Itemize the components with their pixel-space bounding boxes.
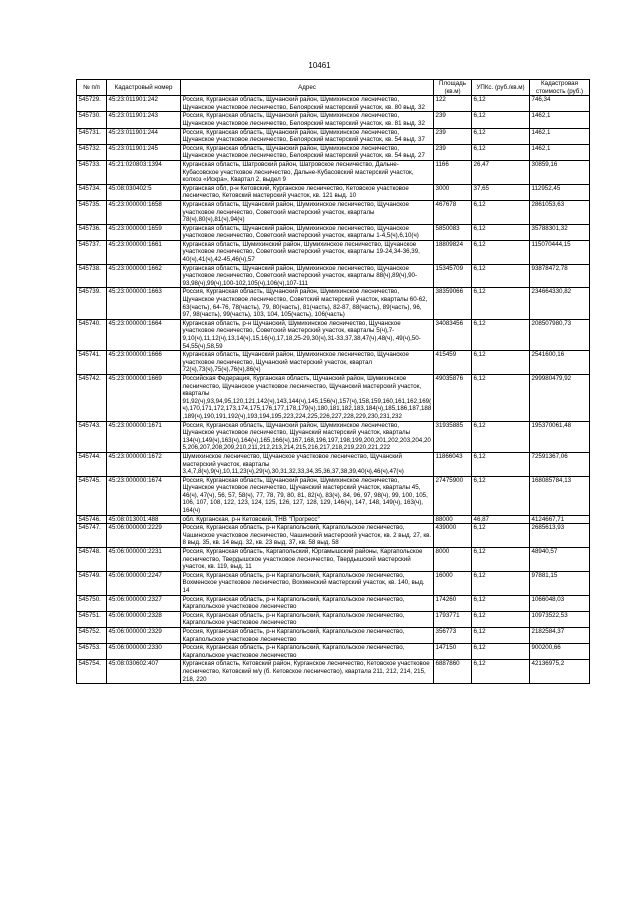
cell-cadastral-cost: 2182584,37 xyxy=(530,627,590,643)
cell-row-number: 545753. xyxy=(77,644,107,660)
table-row xyxy=(77,571,590,595)
cell-area: 11866043 xyxy=(434,452,472,476)
cell-area: 356773 xyxy=(434,627,472,643)
cell-address: Курганская область, Шумихинский район, Шумихинское лесничество, Щучанское участковое лесничество, Советский мастерский участок, кварталы 19-24,34-36,39, 40(ч),41(ч),42-45,46(ч),57 xyxy=(181,240,434,264)
cell-cadastral-number: 45:08:030402:5 xyxy=(107,184,181,200)
cell-address: Россия, Курганская область, р-н Каргапольский, Каргапольское лесничество, Каргапольское участковое лесничество xyxy=(181,611,434,627)
cell-row-number: 545748. xyxy=(77,548,107,572)
cell-cadastral-cost: 208507980,73 xyxy=(530,319,590,350)
cell-area: 34083456 xyxy=(434,319,472,350)
cell-row-number: 545736. xyxy=(77,224,107,240)
cell-row-number: 545739. xyxy=(77,288,107,319)
header-cadastral: Кадастровый номер xyxy=(107,80,181,96)
cell-cadastral-number: 45:23:011901:243 xyxy=(107,112,181,128)
cell-cadastral-number: 45:06:000000:2327 xyxy=(107,595,181,611)
table-row xyxy=(77,144,590,160)
cell-upks: 6,12 xyxy=(472,571,530,595)
cell-address: Россия, Курганская область, Каргапольский, Юргамышский районы, Каргапольское лесничество, Твердышское участковое лесничество, Твердышский мастерский участок, кв. 119, выд. 11 xyxy=(181,548,434,572)
table-body xyxy=(77,96,590,684)
cell-cadastral-cost: 2861053,63 xyxy=(530,200,590,224)
cell-upks: 6,12 xyxy=(472,144,530,160)
cell-address: Россия, Курганская область, Щучанский район, Шумихинское лесничество, Щучанское участковое лесничество, Щучанский мастерский участок, кварталы 134(ч),149(ч),163(ч),164(ч),165,166(ч),167,168,196,197,198,199,200,201,202,203,204,205,206,207,208,209,210,211,212,213,214,215,216,217,218,219,220,221,222 xyxy=(181,421,434,452)
cell-upks: 6,12 xyxy=(472,476,530,515)
cell-address: Россия, Курганская область, р-н Каргапольский, Каргапольское лесничество, Каргапольское участковое лесничество xyxy=(181,595,434,611)
table-row xyxy=(77,627,590,643)
table-row xyxy=(77,288,590,319)
cell-upks: 6,12 xyxy=(472,660,530,684)
cell-row-number: 545751. xyxy=(77,611,107,627)
cell-address: Россия, Курганская область, Щучанский район, Шумихинское лесничество, Щучанское участковое лесничество, Советский мастерский участок, кварталы 60-62, 63(часть), 64-76, 78(часть), 79, 80(часть), 81(часть), 82-87, 88(часть), 89(часть), 96, 97, 98(часть), 99(часть), 103, 104, 105(часть), 106(часть) xyxy=(181,288,434,319)
cell-area: 27475900 xyxy=(434,476,472,515)
cell-address: Россия, Курганская область, Щучанский район, Шумихинское лесничество, Щучанское участковое лесничество, Белоярский мастерский участок, кв. 80 выд. 32 xyxy=(181,96,434,112)
header-area: Площадь (кв.м) xyxy=(434,80,472,96)
cell-cadastral-cost: 2541600,16 xyxy=(530,351,590,375)
cell-cadastral-cost: 1462,1 xyxy=(530,112,590,128)
cell-cadastral-number: 45:23:000000:1661 xyxy=(107,240,181,264)
cell-upks: 6,12 xyxy=(472,644,530,660)
cell-area: 38359066 xyxy=(434,288,472,319)
page-number: 10461 xyxy=(308,61,331,70)
cell-row-number: 545735. xyxy=(77,200,107,224)
cell-row-number: 545738. xyxy=(77,264,107,288)
cell-upks: 6,12 xyxy=(472,548,530,572)
header-num: № п/п xyxy=(77,80,107,96)
table-header-row xyxy=(77,80,590,96)
cell-cadastral-number: 45:23:000000:1671 xyxy=(107,421,181,452)
cell-row-number: 545730. xyxy=(77,112,107,128)
table-row xyxy=(77,351,590,375)
cell-area: 88000 xyxy=(434,515,472,524)
cell-area: 18809824 xyxy=(434,240,472,264)
cell-upks: 26,47 xyxy=(472,160,530,184)
cell-cadastral-number: 45:06:000000:2328 xyxy=(107,611,181,627)
cell-address: Курганская область, Кетовский район, Курганское лесничество, Кетовское участковое лесничество, Кетовский м/у (б. Кетовское лесничество), квартала 211, 212, 214, 215, 218, 220 xyxy=(181,660,434,684)
cell-cadastral-cost: 168085784,13 xyxy=(530,476,590,515)
cell-cadastral-number: 45:23:011901:242 xyxy=(107,96,181,112)
header-upks: УПКс. (руб./кв.м) xyxy=(472,80,530,96)
cell-upks: 6,12 xyxy=(472,96,530,112)
cell-upks: 6,12 xyxy=(472,374,530,421)
cell-cadastral-cost: 1462,1 xyxy=(530,144,590,160)
cell-row-number: 545750. xyxy=(77,595,107,611)
cell-upks: 6,12 xyxy=(472,224,530,240)
cell-area: 15345709 xyxy=(434,264,472,288)
cell-upks: 6,12 xyxy=(472,627,530,643)
table-row xyxy=(77,452,590,476)
cell-area: 122 xyxy=(434,96,472,112)
cell-cadastral-cost: 746,34 xyxy=(530,96,590,112)
cell-upks: 6,12 xyxy=(472,524,530,548)
cell-cadastral-cost: 4124667,71 xyxy=(530,515,590,524)
cell-row-number: 545745. xyxy=(77,476,107,515)
cell-row-number: 545734. xyxy=(77,184,107,200)
cell-cadastral-cost: 2685613,93 xyxy=(530,524,590,548)
cell-cadastral-cost: 10973522,53 xyxy=(530,611,590,627)
cell-address: Курганская обл, р-н Кетовский, Курганское лесничество, Кетовское участковое лесничество, Кетовский мастерский участок, кв. 121 выд. 10 xyxy=(181,184,434,200)
cell-cadastral-cost: 97881,15 xyxy=(530,571,590,595)
cell-row-number: 545749. xyxy=(77,571,107,595)
cell-cadastral-number: 45:06:000000:2229 xyxy=(107,524,181,548)
cell-area: 415459 xyxy=(434,351,472,375)
table-row xyxy=(77,595,590,611)
cell-cadastral-cost: 195370061,48 xyxy=(530,421,590,452)
cell-cadastral-number: 45:23:000000:1669 xyxy=(107,374,181,421)
cell-area: 1166 xyxy=(434,160,472,184)
cell-address: Курганская область, р-н Щучанский, Шумихинское лесничество, Щучанское участковое лесничество, Советский мастерский участок, кварталы 5(ч),7-9,10(ч),11,12(ч),13,14(ч),15,16(ч),17,18,25-29,30(ч),31-33,37,38,47(ч),48(ч), 49(ч),50-54,55(ч),58,59 xyxy=(181,319,434,350)
cell-row-number: 545754. xyxy=(77,660,107,684)
cell-cadastral-cost: 299980479,92 xyxy=(530,374,590,421)
table-row xyxy=(77,184,590,200)
table-row xyxy=(77,264,590,288)
cell-address: Российская Федерация, Курганская область, Щучанский район, Шумихинское лесничество, Щучанское участковое лесничество, Щучанский мастерский участок, кварталы 91,92(ч),93,94,95,120,121,142(ч),143,144(ч),145,156(ч),157(ч),158,159,160,161,162,169(ч),170,171,172,173,174,175,176,177,178,179(ч),180,181,182,183,184(ч),185,186,187,188,189(ч),190,191,192(ч),193,194,195,223,224,225,226,227,228,229,230,231,232 xyxy=(181,374,434,421)
cell-cadastral-number: 45:23:000000:1662 xyxy=(107,264,181,288)
cell-area: 147150 xyxy=(434,644,472,660)
cell-upks: 6,12 xyxy=(472,351,530,375)
cell-cadastral-cost: 1462,1 xyxy=(530,128,590,144)
cell-address: Россия, Курганская область, Щучанский район, Шумихинское лесничество, Щучанское участковое лесничество, Белоярский мастерский участок, кв. 54 выд. 37 xyxy=(181,128,434,144)
cell-row-number: 545744. xyxy=(77,452,107,476)
cell-cadastral-number: 45:23:000000:1674 xyxy=(107,476,181,515)
cell-cadastral-number: 45:23:000000:1663 xyxy=(107,288,181,319)
cell-area: 239 xyxy=(434,112,472,128)
header-address: Адрес xyxy=(181,80,434,96)
header-cost: Кадастровая стоимость (руб.) xyxy=(530,80,590,96)
cadastral-registry-table xyxy=(76,79,590,684)
cell-area: 16000 xyxy=(434,571,472,595)
cell-area: 5850083 xyxy=(434,224,472,240)
cell-address: Курганская область, Щучанский район, Шумихинское лесничество, Щучанское участковое лесничество, Советский мастерский участок, кварталы 1-4,5(ч),6,10(ч) xyxy=(181,224,434,240)
cell-cadastral-number: 45:08:013001:488 xyxy=(107,515,181,524)
cell-upks: 6,12 xyxy=(472,240,530,264)
cell-upks: 6,12 xyxy=(472,264,530,288)
cell-address: Курганская область, Щучанский район, Шумихинское лесничество, Щучанское участковое лесничество, Щучанский мастерский участок, квартал 72(ч),73(ч),75(ч),76(ч),86(ч) xyxy=(181,351,434,375)
cell-cadastral-number: 45:23:000000:1659 xyxy=(107,224,181,240)
cell-area: 467678 xyxy=(434,200,472,224)
cell-row-number: 545741. xyxy=(77,351,107,375)
table-row xyxy=(77,374,590,421)
cell-area: 174260 xyxy=(434,595,472,611)
cell-cadastral-cost: 234664330,82 xyxy=(530,288,590,319)
cell-upks: 6,12 xyxy=(472,112,530,128)
cell-row-number: 545737. xyxy=(77,240,107,264)
table-row xyxy=(77,319,590,350)
cell-address: Шумихинское лесничество, Щучанское участковое лесничество, Щучанский мастерский участок, кварталы 3,4,7,8(ч),9(ч),10,11,23(ч),29(ч),30,31,32,33,34,35,36,37,38,39,40(ч),46(ч),47(ч) xyxy=(181,452,434,476)
cell-upks: 6,12 xyxy=(472,595,530,611)
cell-cadastral-cost: 30859,16 xyxy=(530,160,590,184)
cell-address: Россия, Курганская область, Щучанский район, Шумихинское лесничество, Щучанское участковое лесничество, Белоярский мастерский участок, кв. 54 выд. 27 xyxy=(181,144,434,160)
cell-cadastral-number: 45:23:000000:1672 xyxy=(107,452,181,476)
cell-upks: 6,12 xyxy=(472,421,530,452)
cell-upks: 6,12 xyxy=(472,128,530,144)
cell-cadastral-cost: 42136975,2 xyxy=(530,660,590,684)
cell-row-number: 545733. xyxy=(77,160,107,184)
table-row xyxy=(77,200,590,224)
cell-cadastral-number: 45:23:011901:245 xyxy=(107,144,181,160)
cell-cadastral-number: 45:23:000000:1658 xyxy=(107,200,181,224)
cell-upks: 46,87 xyxy=(472,515,530,524)
table-row xyxy=(77,160,590,184)
cell-row-number: 545731. xyxy=(77,128,107,144)
cell-cadastral-cost: 900200,66 xyxy=(530,644,590,660)
table-row xyxy=(77,421,590,452)
cell-cadastral-cost: 115070444,15 xyxy=(530,240,590,264)
cell-area: 239 xyxy=(434,128,472,144)
cell-upks: 37,65 xyxy=(472,184,530,200)
cell-area: 239 xyxy=(434,144,472,160)
table-row xyxy=(77,611,590,627)
table-row xyxy=(77,515,590,524)
cell-address: Россия, Курганская область, Щучанский район, Шумихинское лесничество, Щучанское участковое лесничество, Щучанский мастерский участок, кварталы 45, 46(ч), 47(ч), 56, 57, 58(ч), 77, 78, 79, 80, 81, 82(ч), 83(ч), 84, 96, 97, 98(ч), 99, 100, 105, 106, 107, 108, 122, 123, 124, 125, 126, 127, 128, 129, 146(ч), 147, 148, 149(ч), 163(ч), 164(ч) xyxy=(181,476,434,515)
cell-cadastral-number: 45:06:000000:2329 xyxy=(107,627,181,643)
cell-cadastral-cost: 72591367,06 xyxy=(530,452,590,476)
cell-row-number: 545740. xyxy=(77,319,107,350)
cell-upks: 6,12 xyxy=(472,452,530,476)
cell-area: 439000 xyxy=(434,524,472,548)
cell-address: обл. Курганская, р-н Кетовский, ТНВ "Прогресс" xyxy=(181,515,434,524)
cell-row-number: 545742. xyxy=(77,374,107,421)
table-row xyxy=(77,112,590,128)
cell-cadastral-cost: 93878472,78 xyxy=(530,264,590,288)
cell-cadastral-number: 45:21:020803:1394 xyxy=(107,160,181,184)
cell-row-number: 545743. xyxy=(77,421,107,452)
cell-address: Россия, Курганская область, р-н Каргапольский, Каргапольское лесничество, Чашинское участковое лесничество, Чашинский мастерский участок, кв. 2 выд. 27, кв. 8 выд. 35, кв. 14 выд. 32, кв. 23 выд. 37, кв. 58 выд. 58 xyxy=(181,524,434,548)
cell-cadastral-cost: 1066048,03 xyxy=(530,595,590,611)
cell-address: Россия, Курганская область, Щучанский район, Шумихинское лесничество, Щучанское участковое лесничество, Белоярский мастерский участок, кв. 81 выд. 32 xyxy=(181,112,434,128)
cell-cadastral-number: 45:23:000000:1666 xyxy=(107,351,181,375)
cell-row-number: 545732. xyxy=(77,144,107,160)
table-row xyxy=(77,224,590,240)
cell-cadastral-cost: 48940,57 xyxy=(530,548,590,572)
cell-area: 8000 xyxy=(434,548,472,572)
cell-address: Курганская область, Щучанский район, Шумихинское лесничество, Щучанское участковое лесничество, Советский мастерский участок, кварталы 78(ч),80(ч),81(ч),94(ч) xyxy=(181,200,434,224)
cell-address: Россия, Курганская область, р-н Каргапольский, Каргапольское лесничество, Каргапольское участковое лесничество xyxy=(181,627,434,643)
cell-cadastral-cost: 112952,45 xyxy=(530,184,590,200)
cell-row-number: 545752. xyxy=(77,627,107,643)
cell-area: 49035876 xyxy=(434,374,472,421)
cell-row-number: 545746. xyxy=(77,515,107,524)
cell-area: 6887860 xyxy=(434,660,472,684)
cell-area: 1793771 xyxy=(434,611,472,627)
cell-row-number: 545747. xyxy=(77,524,107,548)
cell-cadastral-number: 45:23:000000:1664 xyxy=(107,319,181,350)
table-row xyxy=(77,476,590,515)
cell-row-number: 545729. xyxy=(77,96,107,112)
cell-cadastral-number: 45:23:011901:244 xyxy=(107,128,181,144)
cell-upks: 6,12 xyxy=(472,200,530,224)
cell-upks: 6,12 xyxy=(472,288,530,319)
cell-cadastral-number: 45:06:000000:2247 xyxy=(107,571,181,595)
table-row xyxy=(77,96,590,112)
cell-address: Курганская область, Щучанский район, Шумихинское лесничество, Щучанское участковое лесничество, Советский мастерский участок, кварталы 88(ч),89(ч),90-93,98(ч),99(ч),100-102,105(ч),106(ч),107-111 xyxy=(181,264,434,288)
table-row xyxy=(77,128,590,144)
cell-address: Курганская область, Шатровский район, Шатровское лесничество, Дальне-Кубасовское участковое лесничество, Дальне-Кубасовский мастерский участок, колхоз «Искра», Квартал 2, выдел 9 xyxy=(181,160,434,184)
table-row xyxy=(77,644,590,660)
cell-upks: 6,12 xyxy=(472,319,530,350)
table-row xyxy=(77,524,590,548)
cell-address: Россия, Курганская область, р-н Каргапольский, Каргапольское лесничество, Вохменское участковое лесничество, Вохменский мастерский участок, кв. 140, выд. 14 xyxy=(181,571,434,595)
cell-cadastral-number: 45:08:030602:407 xyxy=(107,660,181,684)
cell-area: 31935885 xyxy=(434,421,472,452)
table-row xyxy=(77,548,590,572)
cell-cadastral-number: 45:06:000000:2330 xyxy=(107,644,181,660)
cell-area: 3000 xyxy=(434,184,472,200)
table-row xyxy=(77,240,590,264)
cell-cadastral-number: 45:06:000000:2231 xyxy=(107,548,181,572)
cell-upks: 6,12 xyxy=(472,611,530,627)
cell-cadastral-cost: 35788301,32 xyxy=(530,224,590,240)
cell-address: Россия, Курганская область, р-н Каргапольский, Каргапольское лесничество, Каргапольское участковое лесничество xyxy=(181,644,434,660)
table-row xyxy=(77,660,590,684)
